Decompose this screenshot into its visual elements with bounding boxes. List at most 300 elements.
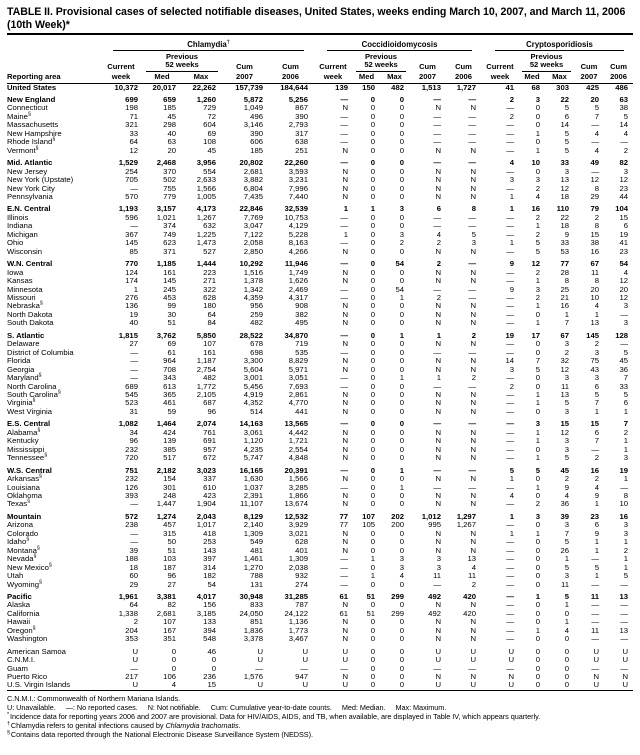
value-cell: 25 bbox=[560, 284, 569, 294]
value-cell: 18 bbox=[560, 192, 569, 202]
value-cell: 15 bbox=[207, 680, 216, 690]
value-cell: 12 bbox=[560, 183, 569, 193]
value-cell: 0 bbox=[535, 634, 540, 644]
value-cell: 13 bbox=[560, 175, 569, 185]
value-cell: U bbox=[257, 646, 263, 656]
value-cell: 365 bbox=[163, 389, 176, 399]
value-cell: 27 bbox=[167, 579, 176, 589]
value-cell: 3 bbox=[535, 175, 540, 185]
reporting-area-cell bbox=[7, 147, 99, 155]
value-cell: 321 bbox=[125, 120, 138, 130]
value-cell: — bbox=[130, 373, 138, 383]
footnote-text: Incidence data for reporting years 2006 and 2007 are provisional. Data for HIV/AIDS, AIDS, and TB, when available, are displayed in Table IV, which appears quarterly. bbox=[10, 711, 541, 721]
value-cell: — bbox=[506, 453, 514, 463]
value-cell: 956 bbox=[250, 301, 263, 311]
area-name: Wisconsin bbox=[7, 246, 43, 256]
value-cell: 82 bbox=[167, 600, 176, 610]
value-cell: 22,262 bbox=[192, 82, 216, 92]
value-cell: 1 bbox=[594, 499, 599, 509]
value-cell: 187 bbox=[163, 562, 176, 572]
value-cell: 4 bbox=[471, 562, 476, 572]
value-cell: — bbox=[620, 663, 629, 673]
value-cell: — bbox=[340, 293, 348, 302]
value-cell: 2,469 bbox=[288, 284, 308, 294]
value-cell: 5,747 bbox=[243, 453, 263, 463]
value-cell: 1 bbox=[535, 301, 540, 311]
value-cell: 59 bbox=[167, 406, 176, 416]
value-cell: N bbox=[435, 398, 441, 408]
footnote-segment: Med: Median. bbox=[341, 702, 386, 712]
value-cell: 2,038 bbox=[288, 562, 308, 572]
value-cell: 5 bbox=[535, 465, 540, 475]
value-cell: 3 bbox=[564, 406, 569, 416]
value-cell: 1 bbox=[623, 562, 629, 572]
value-cell: 5,228 bbox=[288, 229, 308, 239]
value-cell: 0 bbox=[171, 663, 176, 673]
value-cell: N bbox=[342, 545, 348, 555]
value-cell: 495 bbox=[295, 318, 308, 328]
area-name: Ohio bbox=[7, 238, 24, 248]
value-cell: N bbox=[342, 318, 348, 328]
value-cell: 10 bbox=[619, 499, 629, 509]
value-cell: 908 bbox=[295, 301, 308, 311]
value-cell: 200 bbox=[391, 520, 404, 530]
value-cell: 482 bbox=[391, 82, 404, 92]
value-cell: 3,467 bbox=[288, 634, 308, 644]
value-cell: N bbox=[435, 166, 441, 176]
value-cell: 108 bbox=[203, 137, 216, 147]
area-name: New England bbox=[7, 95, 56, 105]
value-cell: 1,185 bbox=[156, 259, 176, 269]
value-cell: 232 bbox=[125, 474, 138, 484]
value-cell: — bbox=[620, 579, 629, 589]
header-mid-row bbox=[7, 61, 633, 72]
reporting-area-cell bbox=[7, 408, 99, 416]
value-cell: 0 bbox=[370, 339, 375, 349]
value-cell: 0 bbox=[399, 617, 404, 627]
value-cell: 1 bbox=[535, 128, 540, 138]
value-cell: 0 bbox=[370, 436, 375, 446]
value-cell: 259 bbox=[250, 309, 263, 319]
area-name: E.S. Central bbox=[7, 419, 51, 429]
value-cell: N bbox=[435, 474, 441, 484]
value-cell: 8,129 bbox=[243, 511, 263, 521]
table-body bbox=[7, 83, 633, 690]
value-cell: 1 bbox=[535, 528, 540, 538]
value-cell: U bbox=[435, 655, 441, 665]
value-cell: 13 bbox=[619, 591, 629, 601]
value-cell: 7 bbox=[623, 419, 629, 429]
value-cell: 1,309 bbox=[243, 528, 263, 538]
value-cell: 6 bbox=[594, 427, 599, 437]
value-cell: 2,850 bbox=[243, 246, 263, 256]
value-cell: — bbox=[340, 284, 348, 294]
value-cell: 6 bbox=[623, 398, 629, 408]
value-cell: N bbox=[470, 364, 476, 374]
header-group-row bbox=[7, 37, 633, 51]
value-cell: 1 bbox=[399, 482, 404, 492]
value-cell: 274 bbox=[295, 579, 308, 589]
footnote-line bbox=[7, 730, 633, 739]
value-cell: 1 bbox=[594, 571, 599, 581]
value-cell: 0 bbox=[370, 111, 375, 121]
value-cell: N bbox=[470, 166, 476, 176]
value-cell: 0 bbox=[399, 364, 404, 374]
value-cell: 749 bbox=[163, 229, 176, 239]
value-cell: 0 bbox=[370, 373, 375, 383]
value-cell: 4 bbox=[436, 229, 441, 239]
value-cell: 4,129 bbox=[288, 221, 308, 231]
value-cell: — bbox=[340, 221, 348, 231]
value-cell: 5 bbox=[535, 246, 540, 256]
value-cell: — bbox=[340, 212, 348, 222]
value-cell: 1 bbox=[535, 221, 540, 231]
value-cell: N bbox=[435, 175, 441, 185]
value-cell: 19 bbox=[619, 229, 629, 239]
value-cell: 303 bbox=[556, 82, 569, 92]
value-cell: 248 bbox=[163, 490, 176, 500]
area-name: Hawaii bbox=[7, 617, 31, 627]
value-cell: 13 bbox=[619, 625, 629, 635]
value-cell: 3,001 bbox=[243, 373, 263, 383]
value-cell: 11,107 bbox=[240, 499, 263, 509]
footnote-line bbox=[7, 694, 633, 703]
value-cell: N bbox=[435, 600, 441, 610]
value-cell: — bbox=[506, 562, 514, 572]
value-cell: 1 bbox=[564, 309, 569, 319]
value-cell: 104 bbox=[615, 204, 629, 214]
value-cell: 3,762 bbox=[156, 330, 176, 340]
value-cell: 64 bbox=[207, 309, 216, 319]
area-name: Vermont bbox=[7, 145, 36, 155]
value-cell: 0 bbox=[535, 490, 540, 500]
value-cell: 0 bbox=[399, 490, 404, 500]
value-cell: 128 bbox=[615, 330, 629, 340]
value-cell: 4 bbox=[509, 158, 514, 168]
cum2007-label: 2007 bbox=[574, 72, 604, 83]
value-cell: — bbox=[255, 663, 263, 673]
value-cell: N bbox=[435, 625, 441, 635]
value-cell: 1,274 bbox=[156, 511, 176, 521]
value-cell: 12 bbox=[590, 175, 599, 185]
value-cell: 19 bbox=[505, 330, 514, 340]
value-cell: — bbox=[506, 301, 514, 311]
value-cell: N bbox=[470, 246, 476, 256]
value-cell: 0 bbox=[399, 158, 404, 168]
value-cell: N bbox=[435, 183, 441, 193]
value-cell: — bbox=[468, 284, 476, 294]
value-cell: 0 bbox=[370, 212, 375, 222]
notifiable-diseases-table bbox=[7, 37, 633, 691]
value-cell: 0 bbox=[370, 634, 375, 644]
value-cell: 0 bbox=[370, 158, 375, 168]
value-cell: U bbox=[435, 646, 441, 656]
value-cell: 3,185 bbox=[196, 608, 216, 618]
value-cell: 33 bbox=[619, 381, 629, 391]
value-cell: 385 bbox=[163, 444, 176, 454]
value-cell: 5 bbox=[564, 398, 569, 408]
area-footnote-marker: § bbox=[32, 397, 36, 404]
value-cell: N bbox=[342, 528, 348, 538]
value-cell: — bbox=[433, 482, 441, 492]
value-cell: — bbox=[506, 579, 514, 589]
value-cell: 54 bbox=[395, 259, 404, 269]
value-cell: 0 bbox=[370, 221, 375, 231]
value-cell: 0 bbox=[535, 655, 540, 665]
table-row bbox=[7, 635, 633, 643]
value-cell: N bbox=[435, 436, 441, 446]
value-cell: N bbox=[435, 528, 441, 538]
value-cell: 0 bbox=[399, 137, 404, 147]
value-cell: 3,285 bbox=[288, 482, 308, 492]
value-cell: 0 bbox=[399, 95, 404, 105]
value-cell: 4,359 bbox=[243, 293, 263, 302]
value-cell: — bbox=[506, 663, 514, 673]
weeks52-label bbox=[519, 61, 574, 72]
value-cell: 2,793 bbox=[288, 120, 308, 130]
value-cell: 496 bbox=[250, 111, 263, 121]
value-cell: 0 bbox=[370, 545, 375, 555]
value-cell: 4,317 bbox=[288, 293, 308, 302]
value-cell: — bbox=[506, 246, 514, 256]
area-name: C.N.M.I. bbox=[7, 655, 36, 665]
area-name: New York (Upstate) bbox=[7, 175, 74, 185]
value-cell: 198 bbox=[125, 103, 138, 113]
value-cell: 4,017 bbox=[196, 591, 216, 601]
value-cell: 103 bbox=[163, 554, 176, 564]
value-cell: 1 bbox=[509, 238, 514, 248]
value-cell: 0 bbox=[535, 347, 540, 357]
value-cell: 382 bbox=[295, 309, 308, 319]
value-cell: 51 bbox=[167, 545, 176, 555]
area-name: New Jersey bbox=[7, 166, 48, 176]
area-name: Maryland bbox=[7, 373, 39, 383]
value-cell: — bbox=[506, 229, 514, 239]
group-underline bbox=[327, 40, 472, 51]
value-cell: — bbox=[468, 158, 476, 168]
value-cell: 133 bbox=[203, 617, 216, 627]
value-cell: 96 bbox=[129, 436, 138, 446]
area-name: Puerto Rico bbox=[7, 672, 48, 682]
value-cell: — bbox=[433, 465, 441, 475]
value-cell: 9 bbox=[564, 229, 569, 239]
value-cell: N bbox=[593, 672, 599, 682]
value-cell: — bbox=[468, 212, 476, 222]
value-cell: — bbox=[340, 158, 348, 168]
value-cell: 9 bbox=[594, 528, 599, 538]
value-cell: — bbox=[506, 398, 514, 408]
cum-label: Cum bbox=[282, 62, 299, 72]
value-cell: 0 bbox=[535, 309, 540, 319]
area-footnote-marker: § bbox=[52, 136, 56, 143]
value-cell: 0 bbox=[399, 625, 404, 635]
value-cell: 492 bbox=[428, 608, 441, 618]
value-cell: 4 bbox=[594, 301, 599, 311]
value-cell: 180 bbox=[203, 301, 216, 311]
value-cell: 0 bbox=[399, 103, 404, 113]
value-cell: N bbox=[435, 339, 441, 349]
value-cell: 54 bbox=[207, 579, 216, 589]
reporting-area-cell bbox=[7, 193, 99, 201]
value-cell: 0 bbox=[399, 389, 404, 399]
value-cell: — bbox=[506, 103, 514, 113]
value-cell: 729 bbox=[203, 103, 216, 113]
value-cell: N bbox=[470, 145, 476, 155]
value-cell: 5 bbox=[564, 128, 569, 138]
area-name: Arizona bbox=[7, 520, 34, 530]
value-cell: 0 bbox=[370, 364, 375, 374]
value-cell: 14 bbox=[619, 120, 629, 130]
value-cell: 3 bbox=[564, 571, 569, 581]
value-cell: 0 bbox=[535, 373, 540, 383]
value-cell: — bbox=[506, 309, 514, 319]
value-cell: 1,012 bbox=[421, 511, 441, 521]
value-cell: 337 bbox=[203, 474, 216, 484]
value-cell: 1,513 bbox=[421, 82, 441, 92]
value-cell: 2 bbox=[471, 373, 476, 383]
value-cell: 71 bbox=[129, 111, 138, 121]
value-cell: 5,971 bbox=[288, 364, 308, 374]
value-cell: 3,882 bbox=[243, 175, 263, 185]
value-cell: 9 bbox=[509, 284, 514, 294]
value-cell: 69 bbox=[167, 339, 176, 349]
value-cell: 50 bbox=[167, 537, 176, 547]
value-cell: 276 bbox=[125, 293, 138, 302]
value-cell: 96 bbox=[207, 406, 216, 416]
value-cell: 548 bbox=[203, 634, 216, 644]
area-name: Kansas bbox=[7, 276, 33, 286]
value-cell: 0 bbox=[399, 145, 404, 155]
value-cell: 3 bbox=[564, 520, 569, 530]
value-cell: 79 bbox=[590, 204, 599, 214]
value-cell: 2 bbox=[594, 453, 599, 463]
value-cell: 36 bbox=[619, 364, 629, 374]
value-cell: 1 bbox=[535, 145, 540, 155]
value-cell: 502 bbox=[163, 175, 176, 185]
value-cell: 1,338 bbox=[118, 608, 138, 618]
value-cell: 4 bbox=[171, 680, 176, 690]
value-cell: 131 bbox=[250, 579, 263, 589]
value-cell: 11 bbox=[468, 571, 476, 581]
value-cell: 1,626 bbox=[288, 276, 308, 286]
value-cell: 185 bbox=[163, 103, 176, 113]
value-cell: N bbox=[342, 389, 348, 399]
value-cell: N bbox=[342, 276, 348, 286]
value-cell: — bbox=[506, 276, 514, 286]
value-cell: 0 bbox=[211, 655, 216, 665]
value-cell: 0 bbox=[564, 655, 569, 665]
value-cell: — bbox=[620, 617, 629, 627]
value-cell: 0 bbox=[399, 406, 404, 416]
area-name: Washington bbox=[7, 634, 48, 644]
value-cell: 5 bbox=[564, 453, 569, 463]
table-row bbox=[7, 681, 633, 690]
value-cell: 1,378 bbox=[243, 276, 263, 286]
value-cell: N bbox=[342, 537, 348, 547]
value-cell: 0 bbox=[399, 528, 404, 538]
value-cell: 1,566 bbox=[196, 183, 216, 193]
value-cell: — bbox=[506, 608, 514, 618]
value-cell: 3 bbox=[509, 175, 514, 185]
value-cell: 40 bbox=[129, 318, 138, 328]
value-cell: 0 bbox=[370, 259, 375, 269]
value-cell: 11,946 bbox=[284, 259, 308, 269]
value-cell: — bbox=[433, 158, 441, 168]
value-cell: 3 bbox=[535, 419, 540, 429]
value-cell: N bbox=[470, 617, 476, 627]
week-label: week bbox=[99, 72, 143, 83]
value-cell: 12 bbox=[129, 145, 138, 155]
value-cell: 19 bbox=[619, 465, 629, 475]
area-name: Minnesota bbox=[7, 284, 43, 294]
value-cell: 0 bbox=[171, 655, 176, 665]
value-cell: 0 bbox=[370, 309, 375, 319]
value-cell: 3 bbox=[399, 554, 404, 564]
value-cell: 15 bbox=[590, 229, 599, 239]
value-cell: 2 bbox=[623, 145, 629, 155]
footnote-segment: —: No reported cases. bbox=[65, 702, 138, 712]
value-cell: 1 bbox=[594, 537, 599, 547]
value-cell: 0 bbox=[370, 347, 375, 357]
current-label: Current bbox=[319, 62, 347, 72]
value-cell: 1,082 bbox=[118, 419, 138, 429]
value-cell: 84 bbox=[207, 318, 216, 328]
value-cell: 755 bbox=[163, 183, 176, 193]
area-name: New Hampshire bbox=[7, 128, 62, 138]
value-cell: 1 bbox=[535, 427, 540, 437]
max-label: Max bbox=[181, 72, 221, 83]
area-name: Nebraska bbox=[7, 301, 40, 311]
value-cell: 3 bbox=[623, 453, 629, 463]
table-header bbox=[7, 37, 633, 83]
value-cell: 4,352 bbox=[243, 398, 263, 408]
value-cell: N bbox=[470, 545, 476, 555]
spacer-cell bbox=[574, 51, 604, 61]
value-cell: 0 bbox=[370, 419, 375, 429]
value-cell: 12 bbox=[619, 293, 629, 302]
value-cell: 36 bbox=[560, 499, 569, 509]
value-cell: 0 bbox=[399, 398, 404, 408]
value-cell: 0 bbox=[370, 427, 375, 437]
value-cell: 761 bbox=[203, 427, 216, 437]
table-row bbox=[7, 319, 633, 327]
value-cell: 1 bbox=[623, 554, 629, 564]
value-cell: — bbox=[468, 293, 476, 302]
value-cell: N bbox=[342, 166, 348, 176]
value-cell: 13,674 bbox=[284, 499, 308, 509]
value-cell: 0 bbox=[370, 192, 375, 202]
value-cell: N bbox=[470, 356, 476, 366]
value-cell: 8 bbox=[594, 221, 599, 231]
table-title bbox=[7, 6, 633, 31]
week-label: week bbox=[313, 72, 353, 83]
value-cell: U bbox=[593, 680, 599, 690]
value-cell: 2,861 bbox=[288, 389, 308, 399]
area-name: Guam bbox=[7, 663, 28, 673]
value-cell: 63 bbox=[167, 137, 176, 147]
value-cell: 0 bbox=[399, 634, 404, 644]
value-cell: 5 bbox=[623, 111, 629, 121]
area-name: Connecticut bbox=[7, 103, 48, 113]
value-cell: 3,593 bbox=[288, 166, 308, 176]
value-cell: 40 bbox=[167, 128, 176, 138]
value-cell: 0 bbox=[535, 680, 540, 690]
area-name: California bbox=[7, 608, 40, 618]
value-cell: 1 bbox=[343, 204, 348, 214]
area-footnote-marker: § bbox=[27, 111, 31, 118]
value-cell: 5 bbox=[623, 389, 629, 399]
value-cell: 2,468 bbox=[156, 158, 176, 168]
